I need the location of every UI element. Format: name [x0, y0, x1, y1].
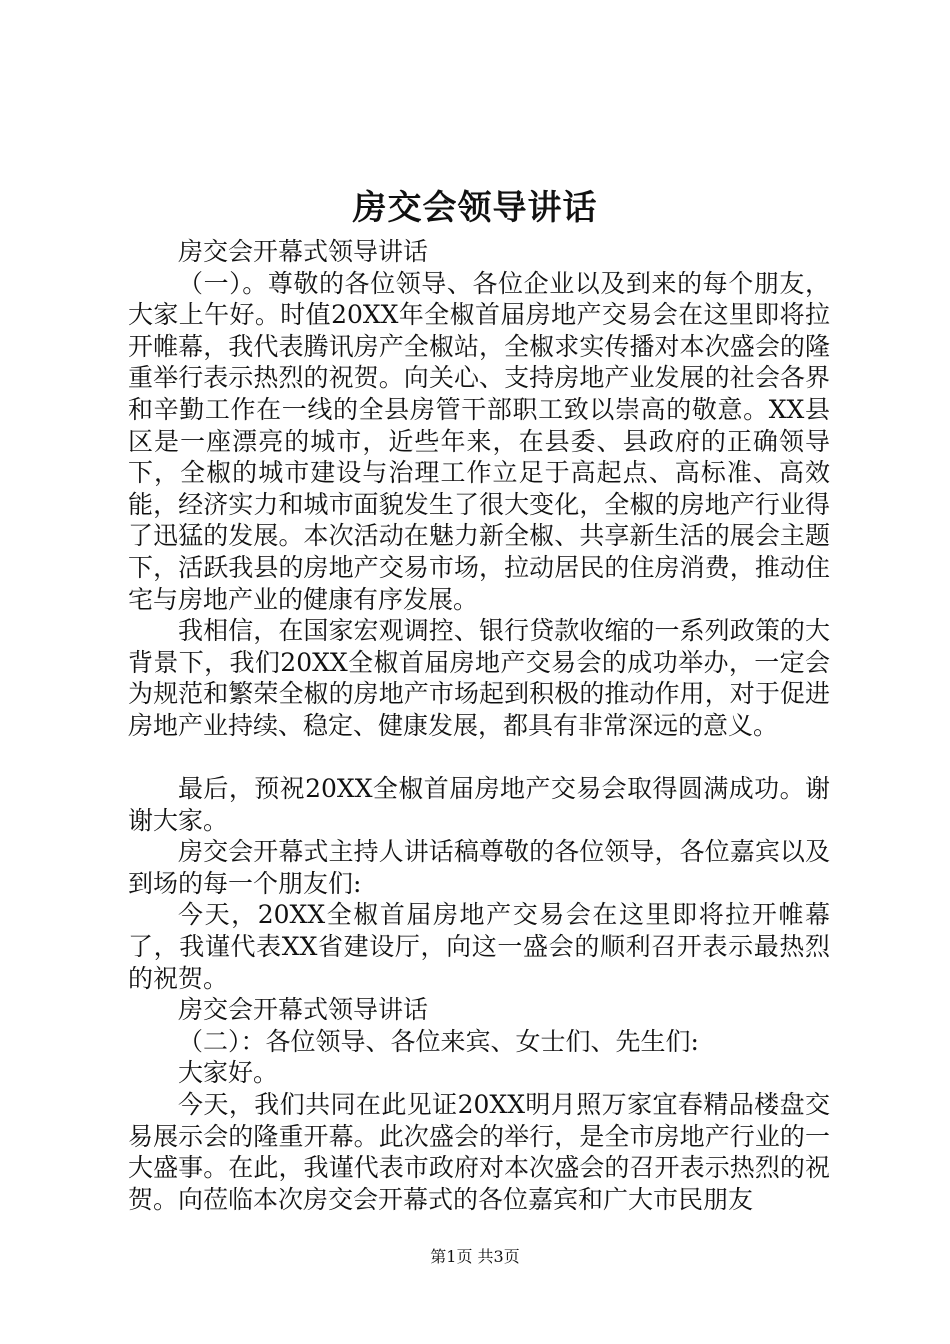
paragraph: （一）。尊敬的各位领导、各位企业以及到来的每个朋友，大家上午好。时值20XX年全椒首届房地产交易会在这里即将拉开帷幕，我代表腾讯房产全椒站，全椒求实传播对本次盛会的隆重举行表示热烈的祝贺。向关心、支持房地产业发展的社会各界和辛勤工作在一线的全县房管干部职工致以崇高的敬意。XX县区是一座漂亮的城市，近些年来，在县委、县政府的正确领导下，全椒的城市建设与治理工作立足于高起点、高标准、高效能，经济实力和城市面貌发生了很大变化，全椒的房地产行业得了迅猛的发展。本次活动在魅力新全椒、共享新生活的展会主题下，活跃我县的房地产交易市场，拉动居民的住房消费，推动住宅与房地产业的健康有序发展。: [128, 268, 830, 614]
paragraph: 房交会开幕式主持人讲话稿尊敬的各位领导，各位嘉宾以及到场的每一个朋友们:: [128, 837, 830, 898]
paragraph: 我相信，在国家宏观调控、银行贷款收缩的一系列政策的大背景下，我们20XX全椒首届房地产交易会的成功举办，一定会为规范和繁荣全椒的房地产市场起到积极的推动作用，对于促进房地产业持续、稳定、健康发展，都具有非常深远的意义。: [128, 616, 830, 740]
paragraph: 房交会开幕式领导讲话: [178, 995, 429, 1025]
paragraph: 最后，预祝20XX全椒首届房地产交易会取得圆满成功。谢谢大家。: [128, 774, 830, 835]
paragraph: 今天，我们共同在此见证20XX明月照万家宜春精品楼盘交易展示会的隆重开幕。此次盛会的举行，是全市房地产行业的一大盛事。在此，我谨代表市政府对本次盛会的召开表示热烈的祝贺。向莅临本次房交会开幕式的各位嘉宾和广大市民朋友: [128, 1090, 830, 1214]
paragraph: （二）：各位领导、各位来宾、女士们、先生们:: [178, 1026, 699, 1056]
document-title: 房交会领导讲话: [352, 188, 598, 228]
paragraph: 房交会开幕式领导讲话: [178, 237, 429, 266]
document-body: [128, 236, 830, 1215]
page-footer: 第1页 共3页: [430, 1247, 520, 1266]
paragraph: 大家好。: [178, 1058, 279, 1088]
paragraph: 今天，20XX全椒首届房地产交易会在这里即将拉开帷幕了，我谨代表XX省建设厅，向这一盛会的顺利召开表示最热烈的祝贺。: [128, 900, 830, 993]
paragraph-spacer: [128, 742, 830, 774]
